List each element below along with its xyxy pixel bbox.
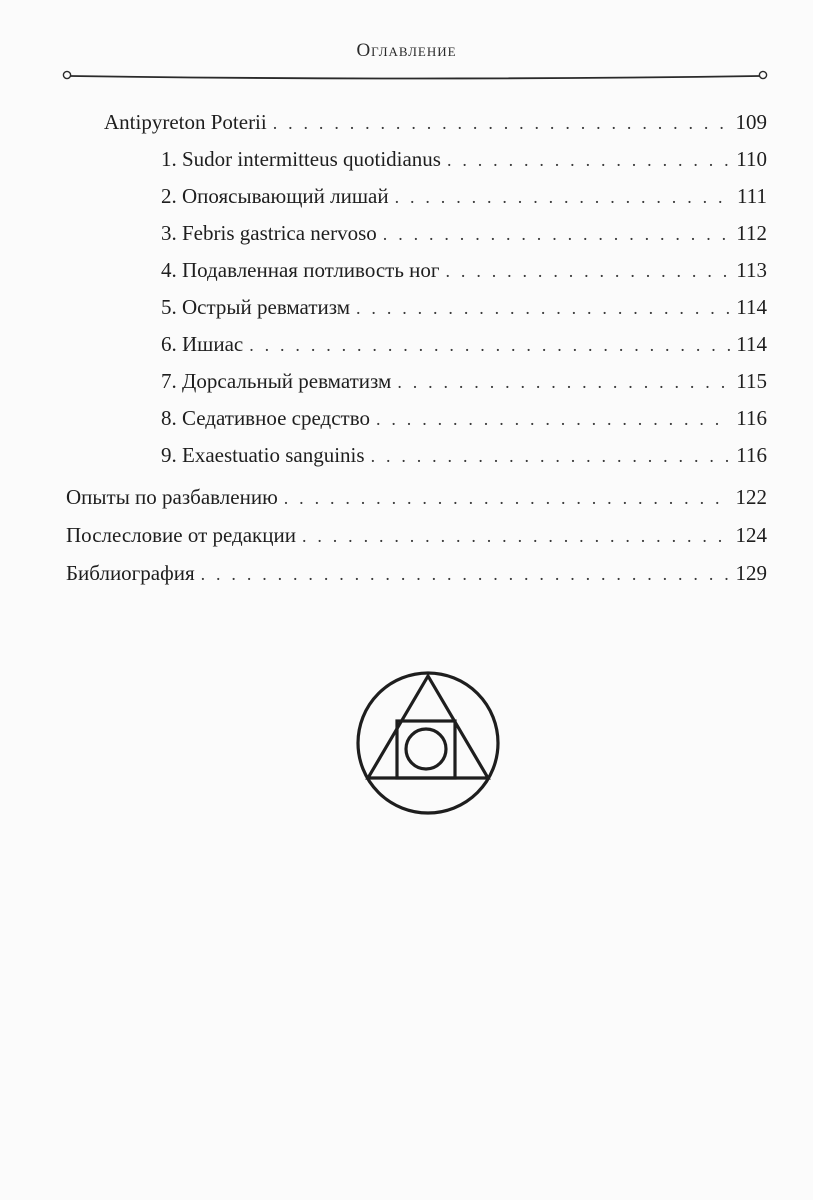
toc-dot-leader: [356, 293, 730, 323]
toc-entry-title: 5. Острый ревматизм: [161, 295, 351, 319]
toc-dot-leader: [383, 219, 730, 249]
toc-entry-antipyreton: [104, 107, 767, 137]
toc-entry-page: 129: [735, 561, 767, 585]
toc-entry-page: 111: [737, 184, 767, 208]
toc-entry-acute-rheumatism: [161, 292, 767, 322]
toc-dot-leader: [376, 404, 730, 434]
toc-dot-leader: [302, 521, 730, 551]
toc-entry-febris: [161, 218, 767, 248]
toc-entry-title: 1. Sudor intermitteus quotidianus: [161, 147, 441, 171]
toc-entry-sudor: [161, 144, 767, 174]
toc-entry-page: 115: [736, 369, 767, 393]
toc-dot-leader: [395, 182, 731, 212]
toc-entry-page: 109: [735, 110, 767, 134]
toc-dot-leader: [371, 441, 731, 471]
toc-dot-leader: [273, 108, 730, 138]
toc-entry-page: 112: [736, 221, 767, 245]
header-rule-ornament: [60, 70, 770, 86]
toc-entry-page: 114: [736, 332, 767, 356]
alchemical-squared-circle-icon: [353, 668, 503, 818]
toc-entry-page: 122: [735, 485, 767, 509]
toc-dot-leader: [447, 145, 730, 175]
toc-entry-title: 9. Exaestuatio sanguinis: [161, 443, 365, 467]
toc-entry-exaestuatio: [161, 440, 767, 470]
toc-entry-title: 8. Седативное средство: [161, 406, 370, 430]
toc-entry-title: 4. Подавленная потливость ног: [161, 258, 440, 282]
toc-entry-dilution-experiments: [66, 482, 767, 512]
toc-entry-title: 7. Дорсальный ревматизм: [161, 369, 392, 393]
toc-dot-leader: [397, 367, 730, 397]
toc-entry-page: 110: [736, 147, 767, 171]
toc-entry-shingles: [161, 181, 767, 211]
toc-entry-title: Библиография: [66, 561, 195, 585]
toc-entry-sedative: [161, 403, 767, 433]
toc-entry-page: 124: [735, 523, 767, 547]
toc-entry-dorsal-rheumatism: [161, 366, 767, 396]
toc-entry-title: Послесловие от редакции: [66, 523, 296, 547]
running-header-title: Оглавление: [356, 40, 457, 61]
toc-entry-sciatica: [161, 329, 767, 359]
toc-dot-leader: [284, 483, 730, 513]
toc-entry-bibliography: [66, 558, 767, 588]
toc-entry-title: Antipyreton Poterii: [104, 110, 267, 134]
toc-dot-leader: [249, 330, 730, 360]
toc-entry-title: Опыты по разбавлению: [66, 485, 278, 509]
toc-entry-foot-sweat: [161, 255, 767, 285]
toc-entry-page: 114: [736, 295, 767, 319]
toc-dot-leader: [201, 559, 730, 589]
toc-entry-title: 6. Ишиас: [161, 332, 244, 356]
toc-entry-title: 2. Опоясывающий лишай: [161, 184, 389, 208]
toc-entry-page: 116: [736, 443, 767, 467]
toc-entry-page: 116: [736, 406, 767, 430]
toc-entry-title: 3. Febris gastrica nervoso: [161, 221, 377, 245]
toc-entry-page: 113: [736, 258, 767, 282]
toc-entry-afterword: [66, 520, 767, 550]
toc-dot-leader: [446, 256, 731, 286]
